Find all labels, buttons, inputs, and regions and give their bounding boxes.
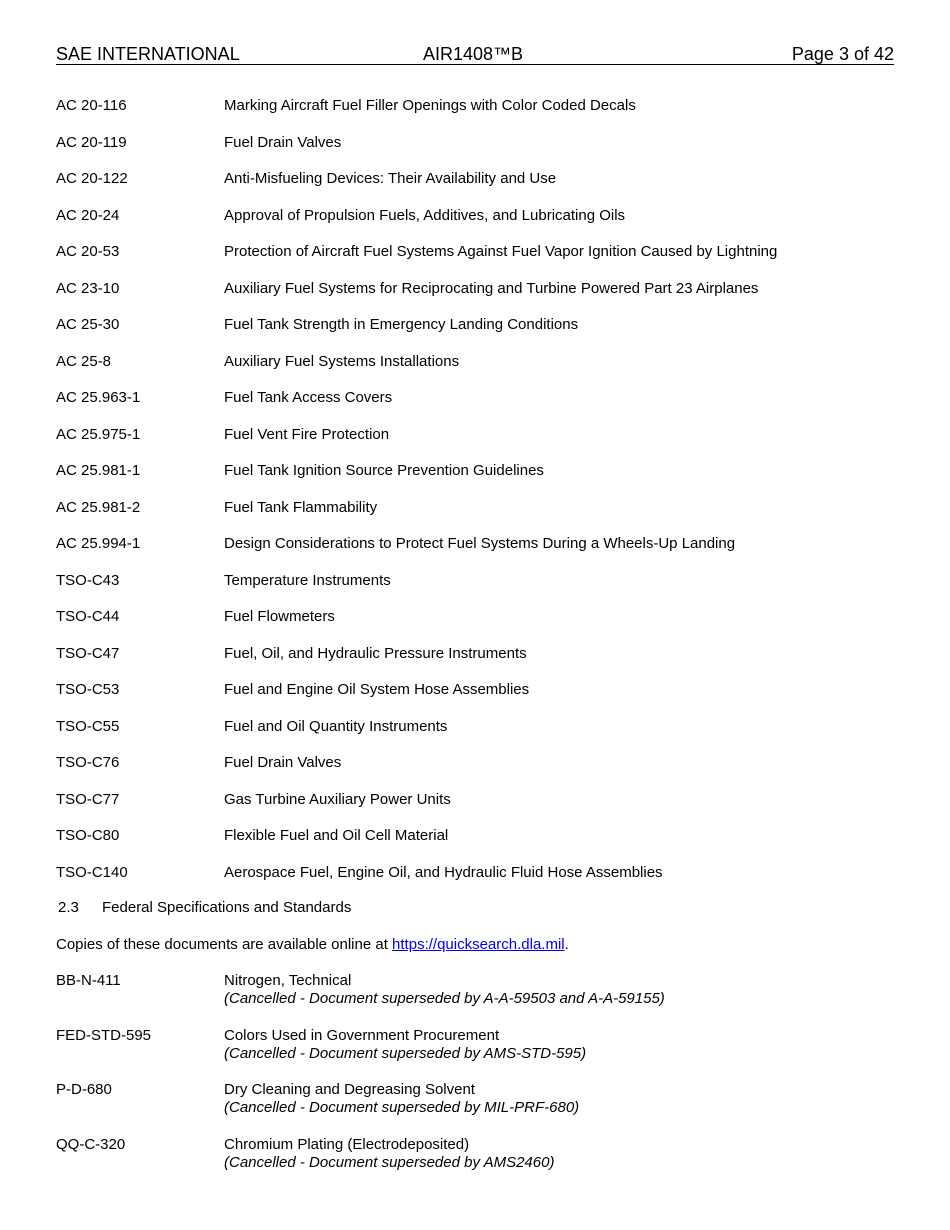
federal-spec-code: BB-N-411 [56,972,121,989]
reference-row [56,718,894,755]
federal-spec-title: Nitrogen, Technical [224,972,352,989]
reference-title: Temperature Instruments [224,571,391,589]
reference-code: AC 23-10 [56,279,120,297]
federal-spec-title: Chromium Plating (Electrodeposited) [224,1135,470,1153]
reference-code: AC 25.994-1 [56,535,141,552]
reference-code: TSO-C53 [56,681,120,698]
federal-spec-row [56,1136,894,1191]
reference-title: Fuel Tank Access Covers [224,389,393,406]
federal-spec-row [56,972,894,1027]
header-page-number: Page 3 of 42 [791,44,894,64]
reference-row [56,645,894,682]
reference-code: AC 20-119 [56,133,127,151]
section-title: Federal Specifications and Standards [102,899,352,916]
reference-title: Fuel Tank Strength in Emergency Landing Conditions [224,316,579,333]
reference-title: Marking Aircraft Fuel Filler Openings with Color Coded Decals [224,97,636,114]
reference-row [56,243,894,280]
reference-title: Design Considerations to Protect Fuel Systems During a Wheels-Up Landing [224,535,736,552]
reference-title: Aerospace Fuel, Engine Oil, and Hydraulic Fluid Hose Assemblies [224,863,663,881]
reference-code: AC 20-53 [56,243,120,260]
federal-spec-row [56,1081,894,1136]
reference-code: AC 20-24 [56,206,120,224]
reference-title: Fuel, Oil, and Hydraulic Pressure Instruments [224,644,527,662]
reference-code: TSO-C55 [56,717,120,735]
reference-row [56,499,894,536]
federal-spec-code: FED-STD-595 [56,1026,152,1044]
copies-suffix: . [564,936,569,953]
reference-row [56,572,894,609]
reference-row [56,353,894,390]
federal-spec-body [224,972,665,1008]
federal-spec-row [56,1027,894,1082]
copies-availability-text [56,936,569,954]
reference-row [56,207,894,244]
reference-code: AC 25.981-1 [56,462,141,479]
reference-code: TSO-C77 [56,790,120,808]
reference-code: TSO-C47 [56,644,120,662]
reference-title: Approval of Propulsion Fuels, Additives, and Lubricating Oils [224,206,626,224]
reference-code: AC 25.963-1 [56,389,141,406]
reference-title: Anti-Misfueling Devices: Their Availability and Use [224,170,557,187]
reference-list [56,97,894,900]
reference-code: AC 25-30 [56,316,120,333]
reference-code: TSO-C76 [56,754,120,771]
reference-code: TSO-C140 [56,863,128,881]
reference-row [56,280,894,317]
reference-row [56,608,894,645]
reference-row [56,134,894,171]
reference-row [56,791,894,828]
reference-title: Fuel and Engine Oil System Hose Assemblies [224,681,530,698]
reference-title: Fuel Tank Ignition Source Prevention Guidelines [224,462,544,479]
reference-code: TSO-C44 [56,608,120,625]
reference-row [56,170,894,207]
reference-title: Protection of Aircraft Fuel Systems Against Fuel Vapor Ignition Caused by Lightning [224,243,778,260]
reference-code: TSO-C80 [56,827,120,844]
reference-row [56,389,894,426]
reference-title: Auxiliary Fuel Systems for Reciprocating and Turbine Powered Part 23 Airplanes [224,279,759,297]
header-document-number: AIR1408™B [423,44,524,64]
reference-code: AC 25.981-2 [56,498,141,516]
reference-title: Fuel Drain Valves [224,133,342,151]
reference-row [56,316,894,353]
reference-code: AC 25.975-1 [56,425,141,443]
reference-row [56,827,894,864]
federal-spec-code: QQ-C-320 [56,1135,126,1153]
federal-spec-note: (Cancelled - Document superseded by MIL-PRF-680) [224,1099,580,1116]
reference-row [56,462,894,499]
reference-row [56,426,894,463]
section-number: 2.3 [58,899,79,916]
reference-code: AC 20-116 [56,97,127,114]
federal-spec-note: (Cancelled - Document superseded by AMS2460) [224,1153,555,1171]
reference-row [56,864,894,901]
federal-spec-body [224,1081,579,1117]
reference-title: Flexible Fuel and Oil Cell Material [224,827,449,844]
reference-title: Fuel and Oil Quantity Instruments [224,717,448,735]
reference-title: Fuel Flowmeters [224,608,335,625]
federal-spec-list [56,972,894,1190]
federal-spec-title: Dry Cleaning and Degreasing Solvent [224,1081,475,1098]
reference-row [56,754,894,791]
quicksearch-link[interactable]: https://quicksearch.dla.mil [392,936,565,953]
reference-code: AC 25-8 [56,352,112,370]
federal-spec-code: P-D-680 [56,1081,112,1098]
federal-spec-body [224,1136,554,1172]
reference-row [56,681,894,718]
reference-title: Fuel Vent Fire Protection [224,425,390,443]
reference-title: Fuel Tank Flammability [224,498,378,516]
reference-row [56,535,894,572]
federal-spec-title: Colors Used in Government Procurement [224,1026,500,1044]
header-organization: SAE INTERNATIONAL [56,44,240,64]
copies-text: Copies of these documents are available online at [56,936,393,953]
reference-title: Gas Turbine Auxiliary Power Units [224,790,451,808]
federal-spec-body [224,1027,586,1063]
page-header [56,44,894,65]
section-heading [56,899,351,917]
federal-spec-note: (Cancelled - Document superseded by AMS-STD-595) [224,1044,587,1062]
reference-title: Fuel Drain Valves [224,754,342,771]
reference-title: Auxiliary Fuel Systems Installations [224,352,460,370]
federal-spec-note: (Cancelled - Document superseded by A-A-59503 and A-A-59155) [224,990,665,1007]
reference-code: AC 20-122 [56,170,128,187]
reference-code: TSO-C43 [56,571,120,589]
reference-row [56,97,894,134]
